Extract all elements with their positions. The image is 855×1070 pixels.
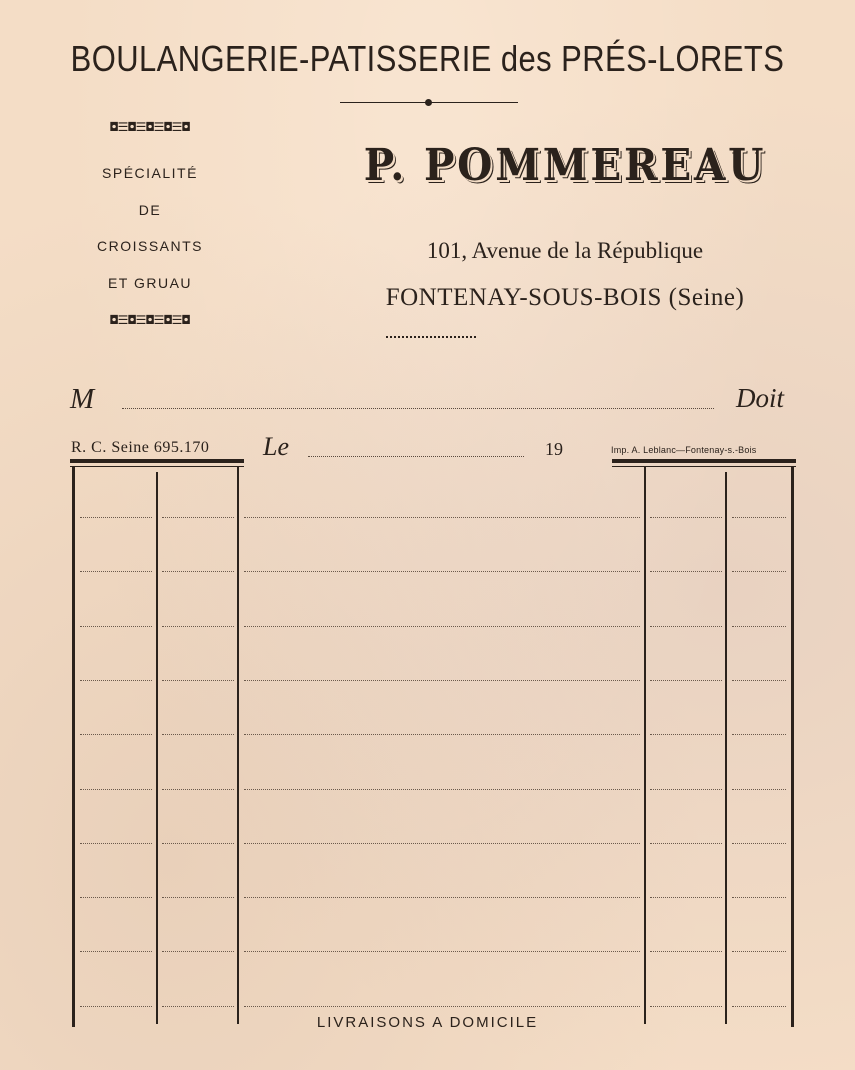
invoice-line-rule[interactable]	[732, 951, 786, 952]
invoice-line-rule[interactable]	[80, 897, 152, 898]
ornament-top: ◘☰◘☰◘☰◘☰◘	[110, 120, 190, 134]
invoice-line-rule[interactable]	[80, 517, 152, 518]
table-header-rule-left	[70, 466, 244, 467]
invoice-line-rule[interactable]	[732, 680, 786, 681]
registration-number: R. C. Seine 695.170	[71, 439, 210, 456]
invoice-line-rule[interactable]	[80, 951, 152, 952]
invoice-line-rule[interactable]	[650, 1006, 722, 1007]
table-border-right	[791, 466, 794, 1027]
invoice-line-rule[interactable]	[162, 951, 234, 952]
specialty-line: CROISSANTS	[96, 238, 203, 254]
invoice-line-rule[interactable]	[732, 843, 786, 844]
invoice-line-rule[interactable]	[244, 626, 640, 627]
invoice-line-rule[interactable]	[162, 843, 234, 844]
invoice-line-rule[interactable]	[80, 571, 152, 572]
year-prefix: 19	[545, 439, 563, 459]
invoice-line-rule[interactable]	[650, 680, 722, 681]
table-header-bar-left	[70, 459, 244, 463]
table-column-divider	[237, 466, 239, 1024]
invoice-line-rule[interactable]	[650, 951, 722, 952]
invoice-line-rule[interactable]	[732, 626, 786, 627]
invoice-line-rule[interactable]	[732, 789, 786, 790]
invoice-line-rule[interactable]	[732, 897, 786, 898]
address-divider	[386, 336, 476, 338]
address-street: 101, Avenue de la République	[426, 238, 704, 263]
invoice-line-rule[interactable]	[650, 734, 722, 735]
table-column-divider	[644, 466, 646, 1024]
ornament-bottom: ◘☰◘☰◘☰◘☰◘	[110, 313, 190, 327]
invoice-line-rule[interactable]	[244, 734, 640, 735]
invoice-line-rule[interactable]	[650, 517, 722, 518]
invoice-line-rule[interactable]	[650, 626, 722, 627]
title-divider-dot	[425, 99, 432, 106]
invoice-line-rule[interactable]	[162, 517, 234, 518]
table-column-divider	[725, 472, 727, 1024]
table-column-divider	[156, 472, 158, 1024]
invoice-line-rule[interactable]	[650, 843, 722, 844]
invoice-line-rule[interactable]	[732, 517, 786, 518]
invoice-line-rule[interactable]	[162, 734, 234, 735]
date-field[interactable]	[308, 456, 524, 457]
delivery-notice: LIVRAISONS A DOMICILE	[316, 1014, 539, 1031]
specialty-line: SPÉCIALITÉ	[102, 165, 198, 181]
invoice-line-rule[interactable]	[244, 843, 640, 844]
invoice-line-rule[interactable]	[80, 734, 152, 735]
specialty-line: DE	[138, 201, 162, 218]
date-label: Le	[263, 432, 289, 461]
invoice-line-rule[interactable]	[732, 1006, 786, 1007]
invoice-line-rule[interactable]	[162, 680, 234, 681]
table-border-left	[72, 466, 75, 1027]
specialty-line: ET GRUAU	[107, 274, 193, 291]
business-title: BOULANGERIE-PATISSERIE des PRÉS-LORETS	[70, 38, 785, 79]
printer-imprint: Imp. A. Leblanc—Fontenay-s.-Bois	[611, 445, 757, 455]
invoice-line-rule[interactable]	[244, 897, 640, 898]
invoice-line-rule[interactable]	[650, 897, 722, 898]
invoice-line-rule[interactable]	[244, 517, 640, 518]
doit-label: Doit	[736, 383, 785, 413]
invoice-line-rule[interactable]	[244, 571, 640, 572]
specialty-block	[60, 155, 240, 301]
invoice-line-rule[interactable]	[244, 951, 640, 952]
invoice-line-rule[interactable]	[162, 1006, 234, 1007]
invoice-line-rule[interactable]	[244, 789, 640, 790]
invoice-line-rule[interactable]	[162, 571, 234, 572]
invoice-line-rule[interactable]	[244, 1006, 640, 1007]
proprietor-name: P. POMMEREAU	[363, 140, 767, 191]
invoice-line-rule[interactable]	[162, 789, 234, 790]
invoice-line-rule[interactable]	[80, 1006, 152, 1007]
invoice-line-rule[interactable]	[732, 734, 786, 735]
invoice-line-rule[interactable]	[80, 680, 152, 681]
invoice-line-rule[interactable]	[162, 897, 234, 898]
invoice-line-rule[interactable]	[80, 626, 152, 627]
invoice-line-rule[interactable]	[732, 571, 786, 572]
invoice-line-rule[interactable]	[80, 843, 152, 844]
table-header-bar-right	[612, 459, 796, 463]
invoice-line-rule[interactable]	[162, 626, 234, 627]
table-header-rule-right	[612, 466, 796, 467]
invoice-line-rule[interactable]	[650, 571, 722, 572]
invoice-line-rule[interactable]	[80, 789, 152, 790]
address-city: FONTENAY-SOUS-BOIS (Seine)	[385, 284, 745, 311]
invoice-line-rule[interactable]	[244, 680, 640, 681]
invoice-line-rule[interactable]	[650, 789, 722, 790]
addressee-field[interactable]	[122, 408, 714, 409]
addressee-label: M	[70, 383, 95, 415]
